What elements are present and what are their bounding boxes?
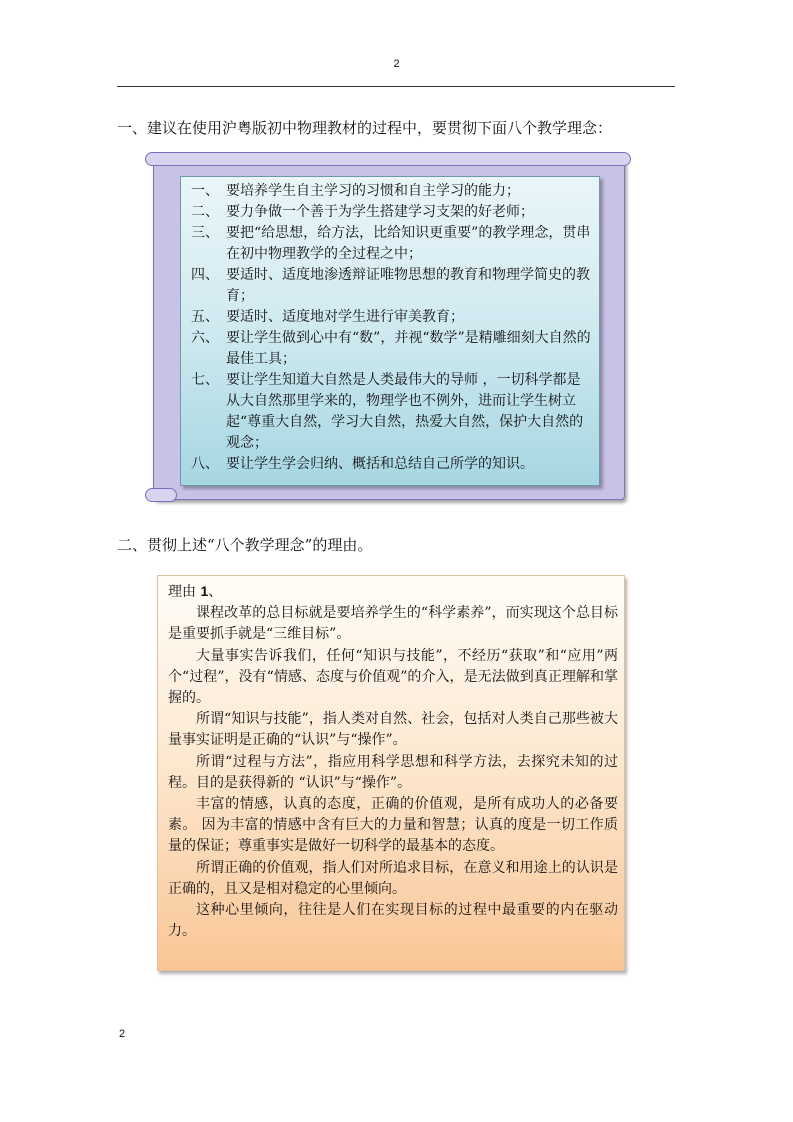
concept-text: 要让学生知道大自然是人类最伟大的导师 ，一切科学都是从大自然那里学来的，物理学也不例外，进而让学生树立起“尊重大自然，学习大自然，热爱大自然，保护大自然的观念； <box>226 372 584 451</box>
reason-paragraph: 所谓“过程与方法”，指应用科学思想和科学方法，去探究未知的过程。目的是获得新的 “认识”与“操作”。 <box>168 753 618 791</box>
reason-number: 1 <box>200 583 209 599</box>
concept-number: 七、 <box>191 372 219 388</box>
scroll-curl-bottom <box>145 488 177 502</box>
concept-text: 要把“给思想，给方法，比给知识更重要”的教学理念，贯串在初中物理教学的全过程之中； <box>226 225 591 262</box>
concept-text: 要适时、适度地对学生进行审美教育； <box>226 309 464 325</box>
concept-number: 五、 <box>191 309 219 325</box>
scroll-curl-top <box>145 152 631 166</box>
concept-number: 六、 <box>191 330 219 346</box>
concepts-scroll-box <box>145 152 629 502</box>
concept-text: 要让学生做到心中有“数”，并视“数学”是精雕细刻大自然的最佳工具； <box>226 330 591 367</box>
concept-item <box>191 181 591 202</box>
reason-paragraph: 课程改革的总目标就是要培养学生的“科学素养”，而实现这个总目标是重要抓手就是“三维目标”。 <box>168 605 618 643</box>
concept-item <box>191 454 591 475</box>
reason-box <box>157 575 625 971</box>
concept-number: 三、 <box>191 225 219 241</box>
page-number-bottom: 2 <box>119 1028 126 1040</box>
section1-heading: 一、建议在使用沪粤版初中物理教材的过程中，要贯彻下面八个教学理念： <box>117 119 613 137</box>
concept-item <box>191 307 591 328</box>
reason-title <box>168 581 618 603</box>
concept-text: 要培养学生自主学习的习惯和自主学习的能力； <box>226 183 520 199</box>
concept-number: 八、 <box>191 456 219 472</box>
concept-item <box>191 370 591 454</box>
concept-number: 四、 <box>191 267 219 283</box>
header-rule <box>117 86 675 87</box>
concept-text: 要让学生学会归纳、概括和总结自己所学的知识。 <box>226 456 534 472</box>
reason-paragraph: 所谓正确的价值观，指人们对所追求目标，在意义和用途上的认识是正确的，且又是相对稳定的心里倾向。 <box>168 859 618 897</box>
reason-paragraph: 大量事实告诉我们，任何“知识与技能”，不经历“获取”和“应用”两个“过程”，没有“情感、态度与价值观”的介入，是无法做到真正理解和掌握的。 <box>168 647 618 707</box>
concept-number: 二、 <box>191 204 219 220</box>
reason-paragraph: 丰富的情感，认真的态度，正确的价值观，是所有成功人的必备要素。 因为丰富的情感中含有巨大的力量和智慧；认真的度是一切工作质量的保证；尊重事实是做好一切科学的最基本的态度。 <box>168 796 618 855</box>
concept-number: 一、 <box>191 183 219 199</box>
concept-item <box>191 265 591 307</box>
concept-item <box>191 328 591 370</box>
concept-item <box>191 202 591 223</box>
concept-text: 要力争做一个善于为学生搭建学习支架的好老师； <box>226 204 534 220</box>
reason-label: 理由 <box>168 584 201 600</box>
concept-text: 要适时、适度地渗透辩证唯物思想的教育和物理学简史的教育； <box>226 267 590 304</box>
page-number-top: 2 <box>393 58 400 70</box>
concepts-panel <box>180 176 600 486</box>
section2-heading: 二、贯彻上述“八个教学理念”的理由。 <box>117 536 373 554</box>
reason-paragraph: 所谓“知识与技能”，指人类对自然、社会，包括对人类自己那些被大量事实证明是正确的“认识”与“操作”。 <box>168 711 618 749</box>
reason-content <box>168 581 618 942</box>
reason-paragraph: 这种心里倾向，往往是人们在实现目标的过程中最重要的内在驱动力。 <box>168 902 618 940</box>
concepts-list <box>191 181 591 475</box>
reason-separator: 、 <box>208 584 223 600</box>
concept-item <box>191 223 591 265</box>
